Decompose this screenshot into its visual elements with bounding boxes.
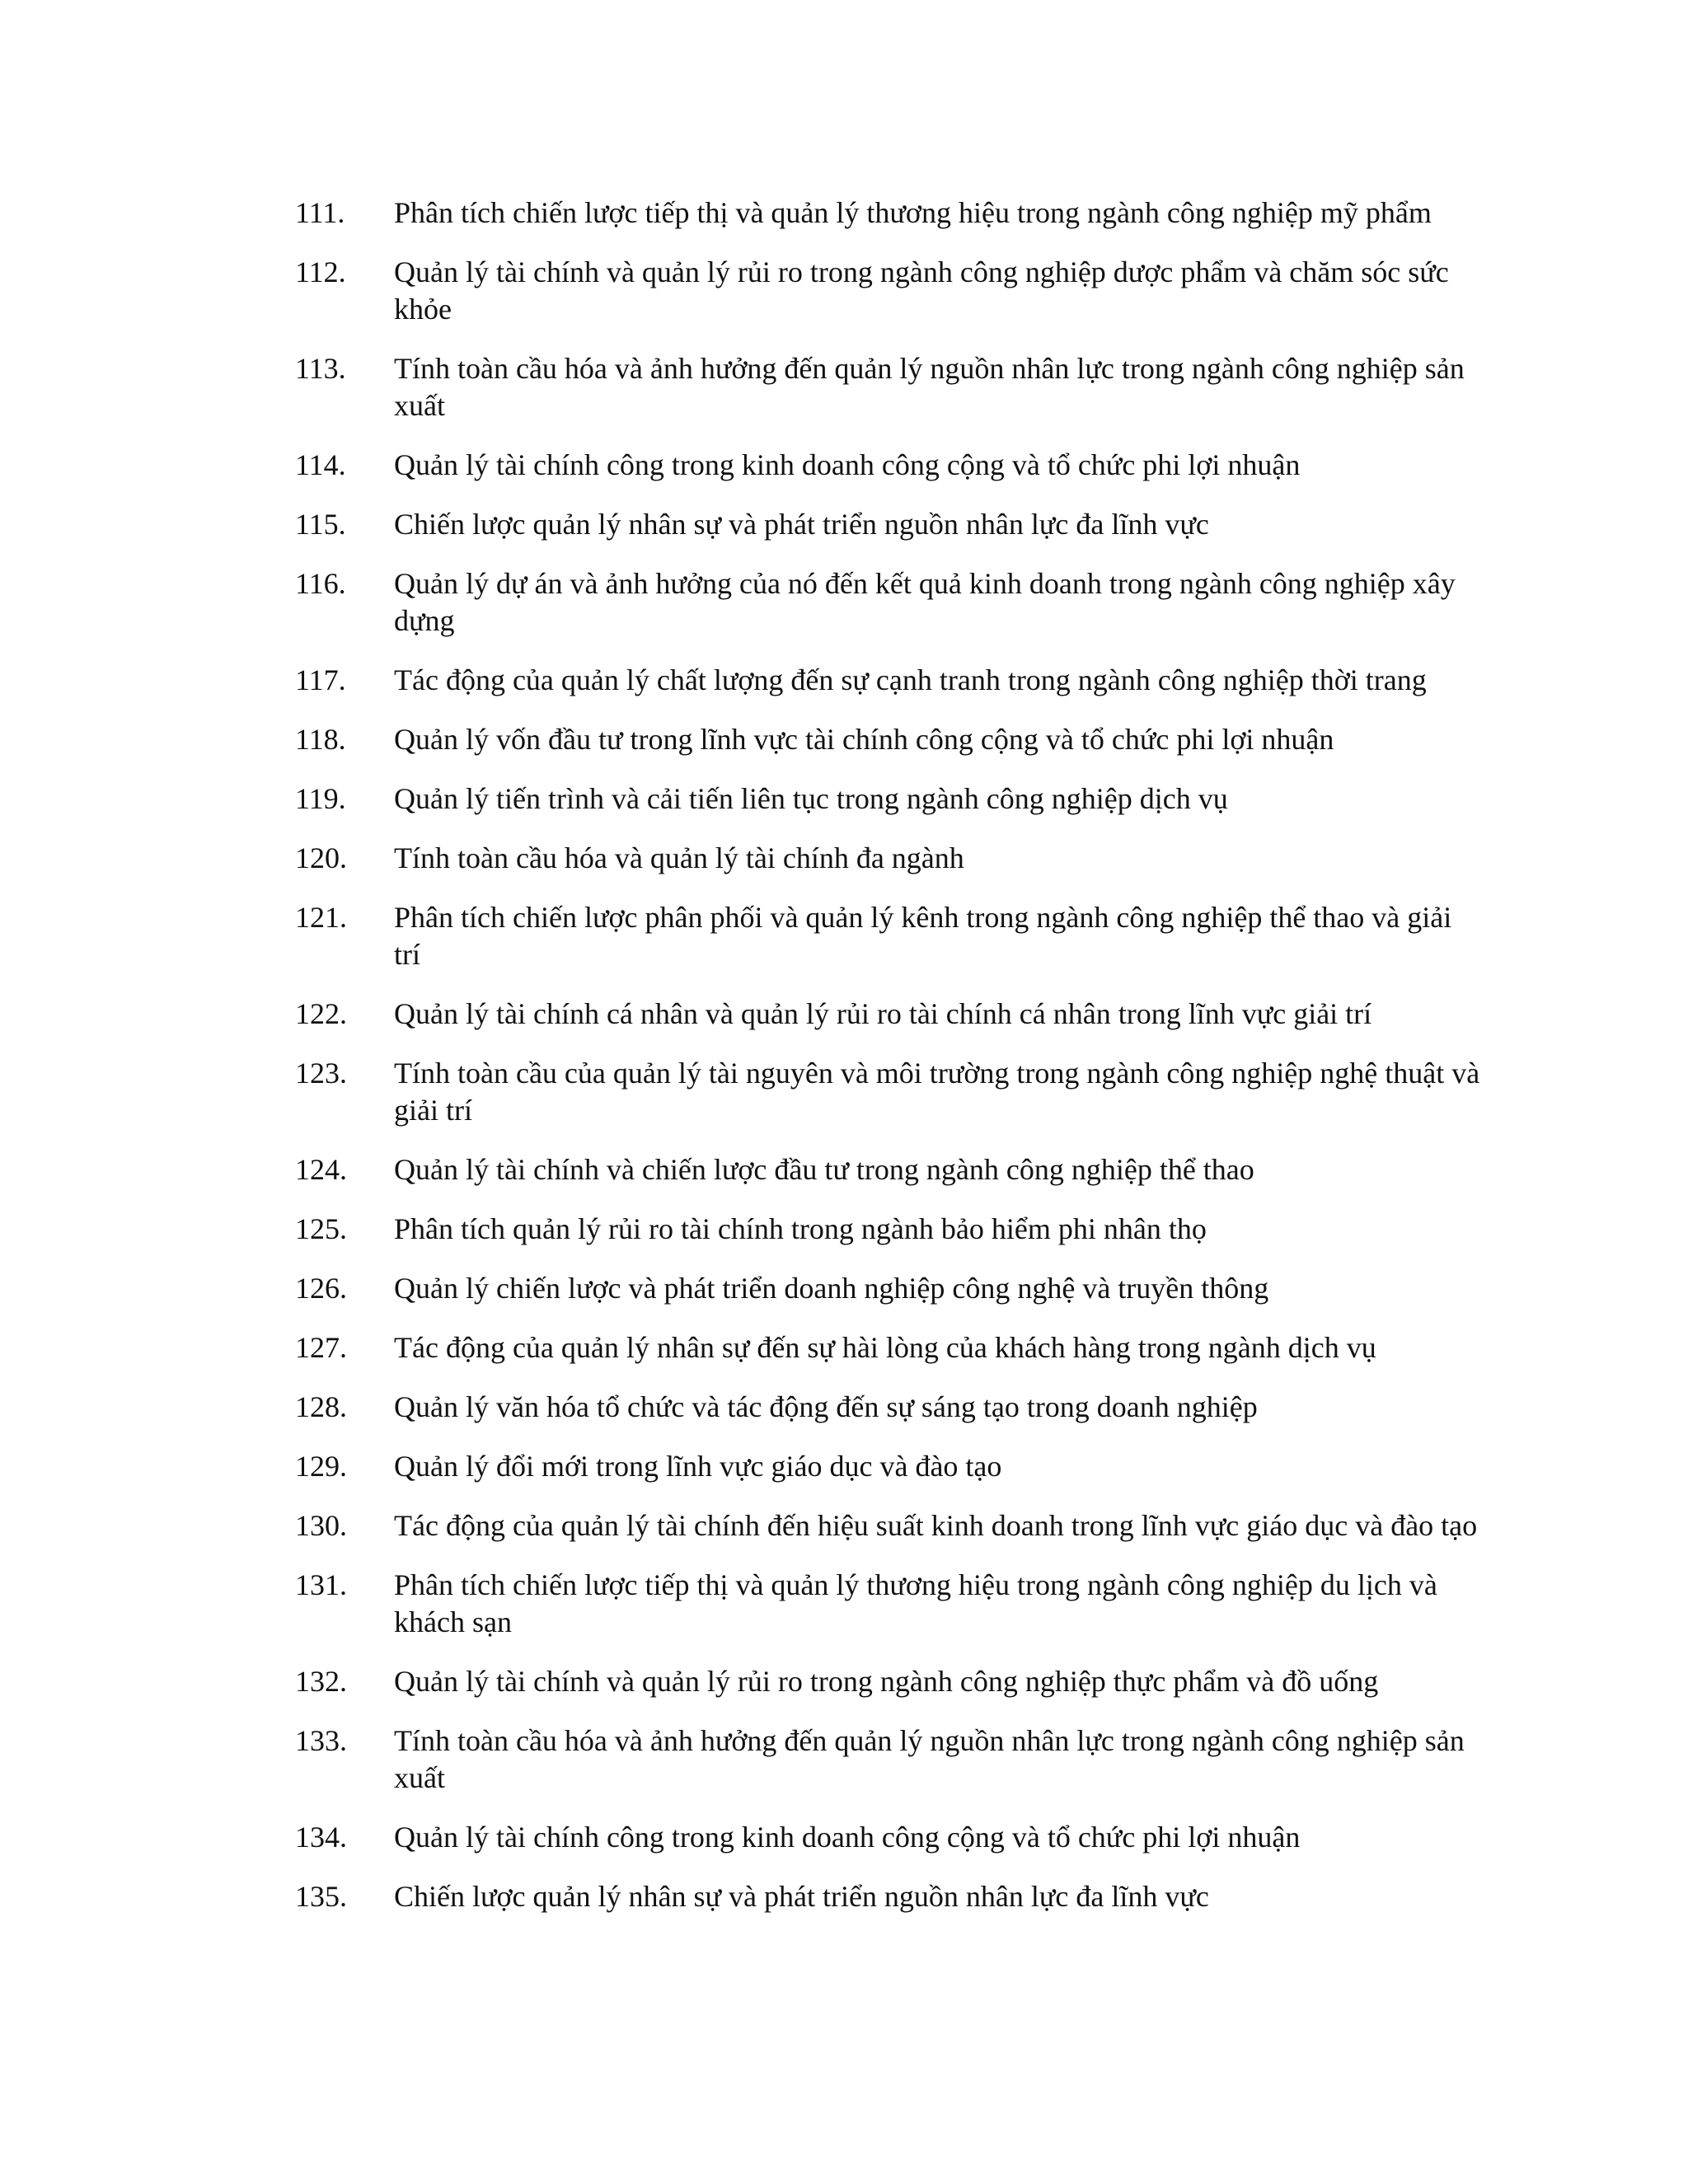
list-item <box>246 1507 1482 1544</box>
item-number: 111. <box>295 196 345 229</box>
list-item <box>246 899 1482 973</box>
item-text: Chiến lược quản lý nhân sự và phát triển nguồn nhân lực đa lĩnh vực <box>394 508 1209 541</box>
item-number: 133. <box>295 1724 347 1757</box>
list-item <box>246 996 1482 1033</box>
item-number: 118. <box>295 723 346 756</box>
list-item <box>246 780 1482 818</box>
list-item <box>246 1055 1482 1129</box>
list-item <box>246 1663 1482 1700</box>
item-text: Tác động của quản lý chất lượng đến sự cạnh tranh trong ngành công nghiệp thời trang <box>394 663 1427 696</box>
item-number: 130. <box>295 1509 347 1542</box>
item-number: 126. <box>295 1272 347 1305</box>
item-number: 121. <box>295 901 347 934</box>
list-item <box>246 1211 1482 1248</box>
item-number: 134. <box>295 1821 347 1854</box>
item-number: 123. <box>295 1057 347 1090</box>
item-number: 114. <box>295 448 346 481</box>
item-text: Tính toàn cầu của quản lý tài nguyên và môi trường trong ngành công nghiệp nghệ thuật và giải trí <box>394 1057 1480 1127</box>
item-text: Tính toàn cầu hóa và quản lý tài chính đa ngành <box>394 841 964 874</box>
item-number: 122. <box>295 997 347 1030</box>
list-item <box>246 662 1482 699</box>
item-text: Tác động của quản lý nhân sự đến sự hài lòng của khách hàng trong ngành dịch vụ <box>394 1331 1376 1364</box>
list-item <box>246 350 1482 424</box>
item-number: 119. <box>295 782 346 815</box>
item-number: 113. <box>295 352 346 385</box>
item-text: Quản lý tài chính công trong kinh doanh công cộng và tổ chức phi lợi nhuận <box>394 1821 1301 1854</box>
list-item <box>246 506 1482 543</box>
list-item <box>246 1329 1482 1366</box>
list-item <box>246 1389 1482 1426</box>
item-number: 135. <box>295 1880 347 1913</box>
item-number: 124. <box>295 1153 347 1186</box>
item-text: Quản lý tài chính cá nhân và quản lý rủi ro tài chính cá nhân trong lĩnh vực giải trí <box>394 997 1372 1030</box>
item-text: Quản lý văn hóa tổ chức và tác động đến sự sáng tạo trong doanh nghiệp <box>394 1390 1258 1423</box>
item-text: Tác động của quản lý tài chính đến hiệu suất kinh doanh trong lĩnh vực giáo dục và đào tạo <box>394 1509 1478 1542</box>
list-item <box>246 1819 1482 1856</box>
item-text: Quản lý chiến lược và phát triển doanh nghiệp công nghệ và truyền thông <box>394 1272 1269 1305</box>
item-text: Quản lý tài chính và quản lý rủi ro trong ngành công nghiệp dược phẩm và chăm sóc sức khỏe <box>394 255 1449 326</box>
item-number: 131. <box>295 1568 347 1601</box>
item-text: Phân tích quản lý rủi ro tài chính trong ngành bảo hiểm phi nhân thọ <box>394 1212 1207 1245</box>
item-number: 112. <box>295 255 346 288</box>
list-item <box>246 1448 1482 1485</box>
item-text: Tính toàn cầu hóa và ảnh hưởng đến quản lý nguồn nhân lực trong ngành công nghiệp sản xuất <box>394 1724 1465 1794</box>
list-item <box>246 254 1482 328</box>
item-number: 129. <box>295 1450 347 1483</box>
list-item <box>246 1567 1482 1641</box>
item-text: Quản lý dự án và ảnh hưởng của nó đến kết quả kinh doanh trong ngành công nghiệp xây dựng <box>394 567 1456 637</box>
item-number: 120. <box>295 841 347 874</box>
list-item <box>246 565 1482 640</box>
item-text: Quản lý tài chính và chiến lược đầu tư trong ngành công nghiệp thể thao <box>394 1153 1254 1186</box>
list-item <box>246 721 1482 758</box>
item-text: Phân tích chiến lược phân phối và quản lý kênh trong ngành công nghiệp thể thao và giải trí <box>394 901 1452 971</box>
item-number: 115. <box>295 508 346 541</box>
item-text: Quản lý tiến trình và cải tiến liên tục trong ngành công nghiệp dịch vụ <box>394 782 1228 815</box>
item-text: Quản lý tài chính và quản lý rủi ro trong ngành công nghiệp thực phẩm và đồ uống <box>394 1665 1379 1698</box>
item-number: 127. <box>295 1331 347 1364</box>
item-text: Phân tích chiến lược tiếp thị và quản lý thương hiệu trong ngành công nghiệp du lịch và khách sạn <box>394 1568 1437 1638</box>
item-text: Chiến lược quản lý nhân sự và phát triển nguồn nhân lực đa lĩnh vực <box>394 1880 1209 1913</box>
item-number: 132. <box>295 1665 347 1698</box>
list-item <box>246 194 1482 232</box>
list-item <box>246 840 1482 877</box>
item-text: Quản lý tài chính công trong kinh doanh công cộng và tổ chức phi lợi nhuận <box>394 448 1301 481</box>
item-text: Tính toàn cầu hóa và ảnh hưởng đến quản lý nguồn nhân lực trong ngành công nghiệp sản xuất <box>394 352 1465 422</box>
item-number: 128. <box>295 1390 347 1423</box>
list-item <box>246 1722 1482 1797</box>
item-number: 116. <box>295 567 346 600</box>
item-number: 117. <box>295 663 346 696</box>
item-text: Quản lý đổi mới trong lĩnh vực giáo dục và đào tạo <box>394 1450 1002 1483</box>
list-item <box>246 1878 1482 1915</box>
list-item <box>246 447 1482 484</box>
list-item <box>246 1270 1482 1307</box>
item-text: Phân tích chiến lược tiếp thị và quản lý thương hiệu trong ngành công nghiệp mỹ phẩm <box>394 196 1432 229</box>
item-number: 125. <box>295 1212 347 1245</box>
item-text: Quản lý vốn đầu tư trong lĩnh vực tài chính công cộng và tổ chức phi lợi nhuận <box>394 723 1334 756</box>
topic-list <box>246 194 1482 1938</box>
list-item <box>246 1151 1482 1188</box>
